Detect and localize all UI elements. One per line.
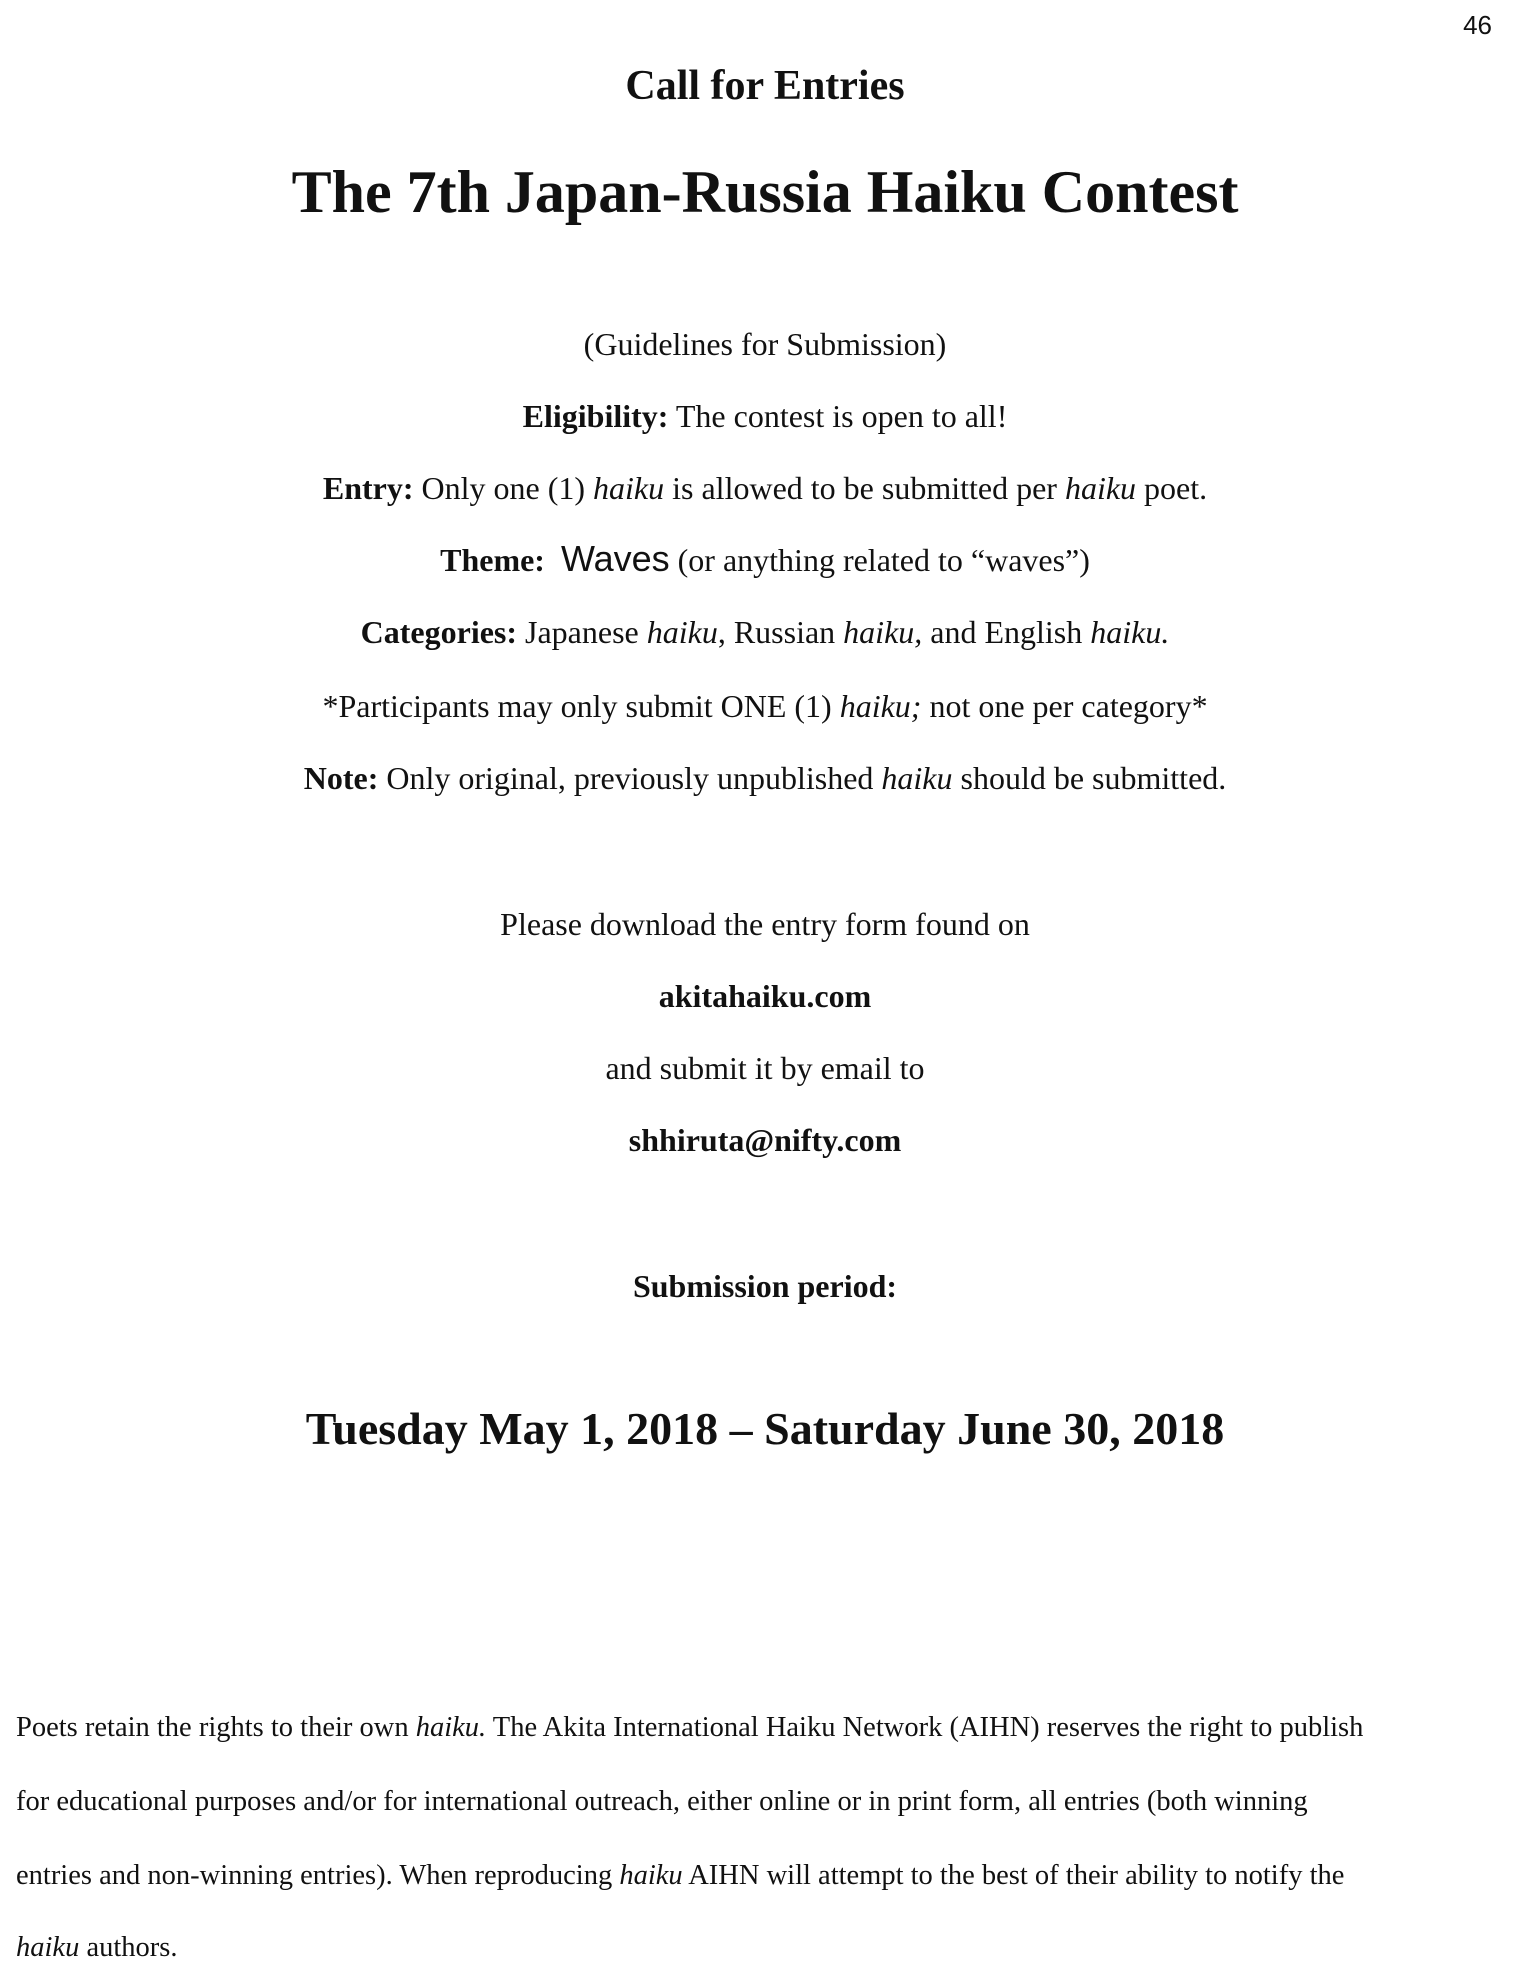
categories-text-2: , Russian	[717, 614, 844, 650]
rights-text-3a: entries and non-winning entries). When reproducing	[16, 1860, 620, 1891]
note-label: Note:	[303, 760, 379, 796]
rights-text-1b: The Akita International Haiku Network (AIHN) reserves the right to publish	[486, 1712, 1364, 1743]
categories-haiku-3: haiku.	[1090, 614, 1170, 650]
rights-text-4b: authors.	[79, 1932, 178, 1963]
participants-haiku: haiku;	[839, 688, 922, 724]
rights-line-4	[16, 1932, 1506, 1964]
note-line	[0, 760, 1530, 797]
categories-text-3: and English	[922, 614, 1091, 650]
call-for-entries-heading: Call for Entries	[625, 63, 905, 109]
categories-text-1: Japanese	[517, 614, 647, 650]
entry-haiku-1: haiku	[593, 470, 665, 506]
rights-line-1	[16, 1712, 1506, 1744]
entry-text-1: Only one (1)	[413, 470, 594, 506]
categories-haiku-2: haiku,	[843, 614, 923, 650]
submission-dates: Tuesday May 1, 2018 – Saturday June 30, 2018	[305, 1403, 1225, 1454]
rights-text-1a: Poets retain the rights to their own	[16, 1712, 416, 1743]
entry-label: Entry:	[322, 470, 414, 506]
download-instruction: Please download the entry form found on	[500, 906, 1030, 942]
categories-haiku-1: haiku	[646, 614, 718, 650]
theme-text: (or anything related to “waves”)	[669, 542, 1090, 578]
email-instruction: and submit it by email to	[605, 1050, 925, 1086]
entry-haiku-2: haiku	[1064, 470, 1137, 506]
website-address: akitahaiku.com	[658, 978, 872, 1014]
rights-text-3b: AIHN will attempt to the best of their ability to notify the	[682, 1860, 1345, 1891]
contest-title: The 7th Japan-Russia Haiku Contest	[291, 159, 1239, 225]
submission-period-label: Submission period:	[632, 1268, 898, 1304]
rights-haiku-1: haiku.	[415, 1712, 487, 1743]
entry-text-2: is allowed to be submitted per	[664, 470, 1065, 506]
rights-line-3	[16, 1860, 1506, 1892]
eligibility-text: The contest is open to all!	[668, 398, 1008, 434]
theme-line	[0, 538, 1530, 580]
entry-line	[0, 470, 1530, 507]
email-address: shhiruta@nifty.com	[628, 1122, 902, 1158]
categories-label: Categories:	[360, 614, 518, 650]
rights-line-2: for educational purposes and/or for international outreach, either online or in print form, all entries (both winning	[16, 1786, 1308, 1817]
note-text-1: Only original, previously unpublished	[378, 760, 882, 796]
participants-text-2: not one per category*	[921, 688, 1208, 724]
eligibility-line	[0, 398, 1530, 435]
theme-label: Theme:	[440, 542, 545, 578]
eligibility-label: Eligibility:	[522, 398, 669, 434]
theme-word: Waves	[560, 538, 670, 579]
participants-line	[0, 688, 1530, 725]
page-number: 46	[1463, 10, 1492, 40]
rights-haiku-4: haiku	[16, 1932, 80, 1963]
rights-haiku-3: haiku	[619, 1860, 683, 1891]
guidelines-subtitle: (Guidelines for Submission)	[583, 326, 947, 362]
entry-text-3: poet.	[1136, 470, 1208, 506]
participants-text-1: *Participants may only submit ONE (1)	[322, 688, 840, 724]
note-haiku: haiku	[881, 760, 953, 796]
note-text-2: should be submitted.	[952, 760, 1227, 796]
categories-line	[0, 614, 1530, 651]
